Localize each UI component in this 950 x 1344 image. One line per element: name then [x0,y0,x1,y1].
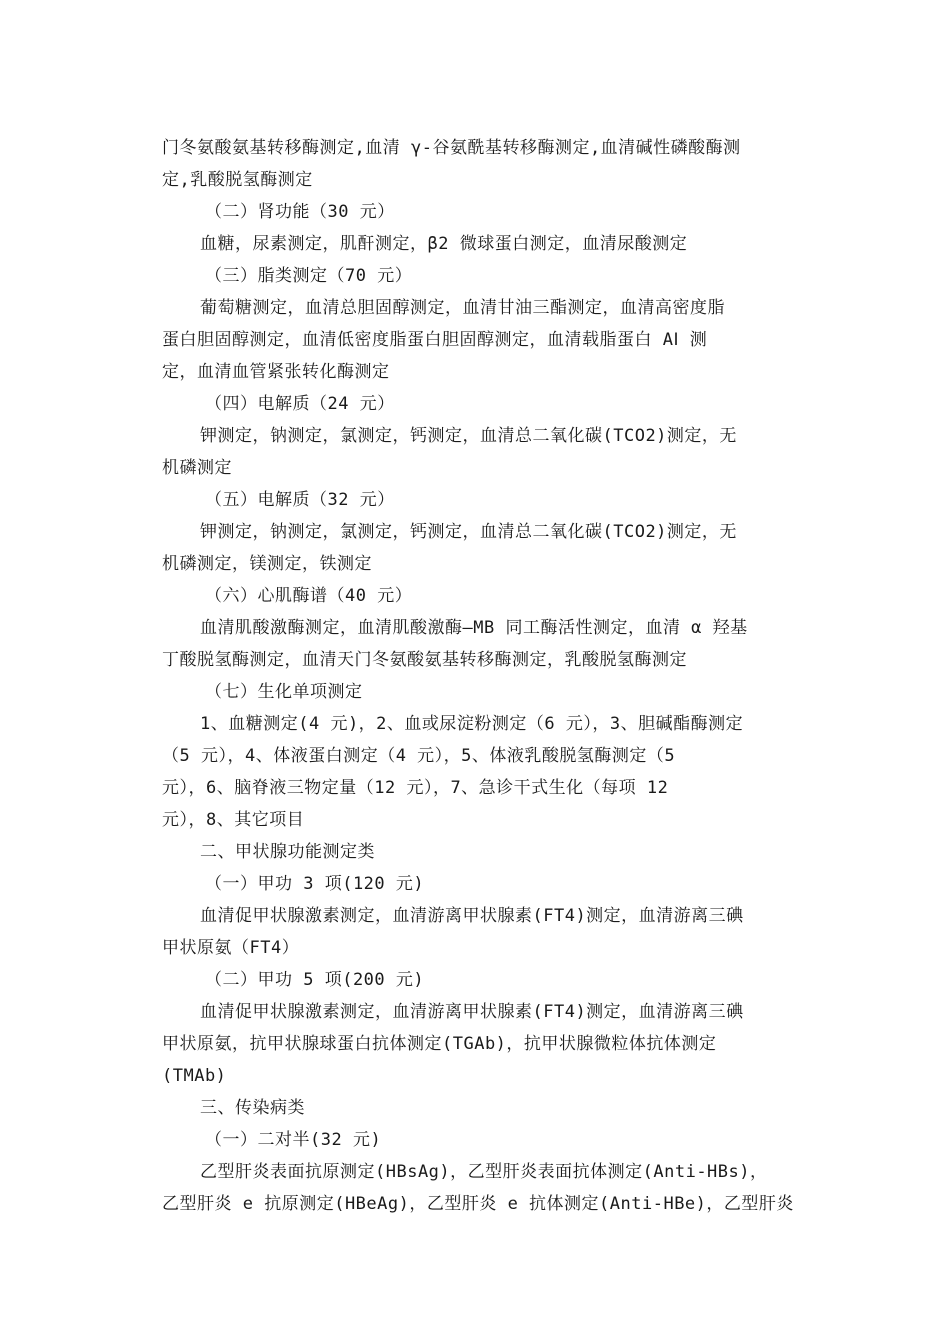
section-heading: （五）电解质（32 元） [205,490,395,510]
text-line: 钾测定，钠测定，氯测定，钙测定，血清总二氧化碳(TCO2)测定，无 [200,522,737,542]
section-heading: （二）肾功能（30 元） [205,202,395,222]
text-line: 血清促甲状腺激素测定，血清游离甲状腺素(FT4)测定，血清游离三碘 [200,906,744,926]
section-heading: 三、传染病类 [200,1098,305,1118]
text-line: 元），6、脑脊液三物定量（12 元），7、急诊干式生化（每项 12 [162,778,669,798]
text-line: 机磷测定 [162,458,232,478]
text-line: 蛋白胆固醇测定，血清低密度脂蛋白胆固醇测定，血清载脂蛋白 AⅠ 测 [162,330,708,350]
text-line: 门冬氨酸氨基转移酶测定,血清 γ-谷氨酰基转移酶测定,血清碱性磷酸酶测 [162,138,741,158]
text-line: 元），8、其它项目 [162,810,305,830]
text-line: 定,乳酸脱氢酶测定 [162,170,313,190]
text-line: (TMAb) [162,1066,227,1086]
text-line: 血清促甲状腺激素测定，血清游离甲状腺素(FT4)测定，血清游离三碘 [200,1002,744,1022]
text-line: 钾测定，钠测定，氯测定，钙测定，血清总二氧化碳(TCO2)测定，无 [200,426,737,446]
section-heading: （二）甲功 5 项(200 元) [205,970,425,990]
section-heading: 二、甲状腺功能测定类 [200,842,375,862]
text-line: 血清肌酸激酶测定，血清肌酸激酶—MB 同工酶活性测定，血清 α 羟基 [200,618,748,638]
section-heading: （六）心肌酶谱（40 元） [205,586,413,606]
text-line: 1、血糖测定(4 元)，2、血或尿淀粉测定（6 元），3、胆碱酯酶测定 [200,714,744,734]
text-line: 丁酸脱氢酶测定，血清天门冬氨酸氨基转移酶测定，乳酸脱氢酶测定 [162,650,687,670]
text-line: 机磷测定，镁测定，铁测定 [162,554,372,574]
text-line: 葡萄糖测定，血清总胆固醇测定，血清甘油三酯测定，血清高密度脂 [200,298,725,318]
text-line: 乙型肝炎 e 抗原测定(HBeAg)，乙型肝炎 e 抗体测定(Anti-HBe)，乙型肝炎 [162,1194,794,1214]
text-line: 定，血清血管紧张转化酶测定 [162,362,390,382]
text-line: 甲状原氨（FT4） [162,938,300,958]
section-heading: （一）二对半(32 元) [205,1130,382,1150]
text-line: 乙型肝炎表面抗原测定(HBsAg)，乙型肝炎表面抗体测定(Anti-HBs)， [200,1162,768,1182]
section-heading: （三）脂类测定（70 元） [205,266,413,286]
text-line: （5 元），4、体液蛋白测定（4 元），5、体液乳酸脱氢酶测定（5 [162,746,676,766]
section-heading: （一）甲功 3 项(120 元) [205,874,425,894]
text-line: 甲状原氨，抗甲状腺球蛋白抗体测定(TGAb)，抗甲状腺微粒体抗体测定 [162,1034,717,1054]
section-heading: （四）电解质（24 元） [205,394,395,414]
section-heading: （七）生化单项测定 [205,682,363,702]
text-line: 血糖，尿素测定，肌酐测定，β2 微球蛋白测定，血清尿酸测定 [200,234,688,254]
